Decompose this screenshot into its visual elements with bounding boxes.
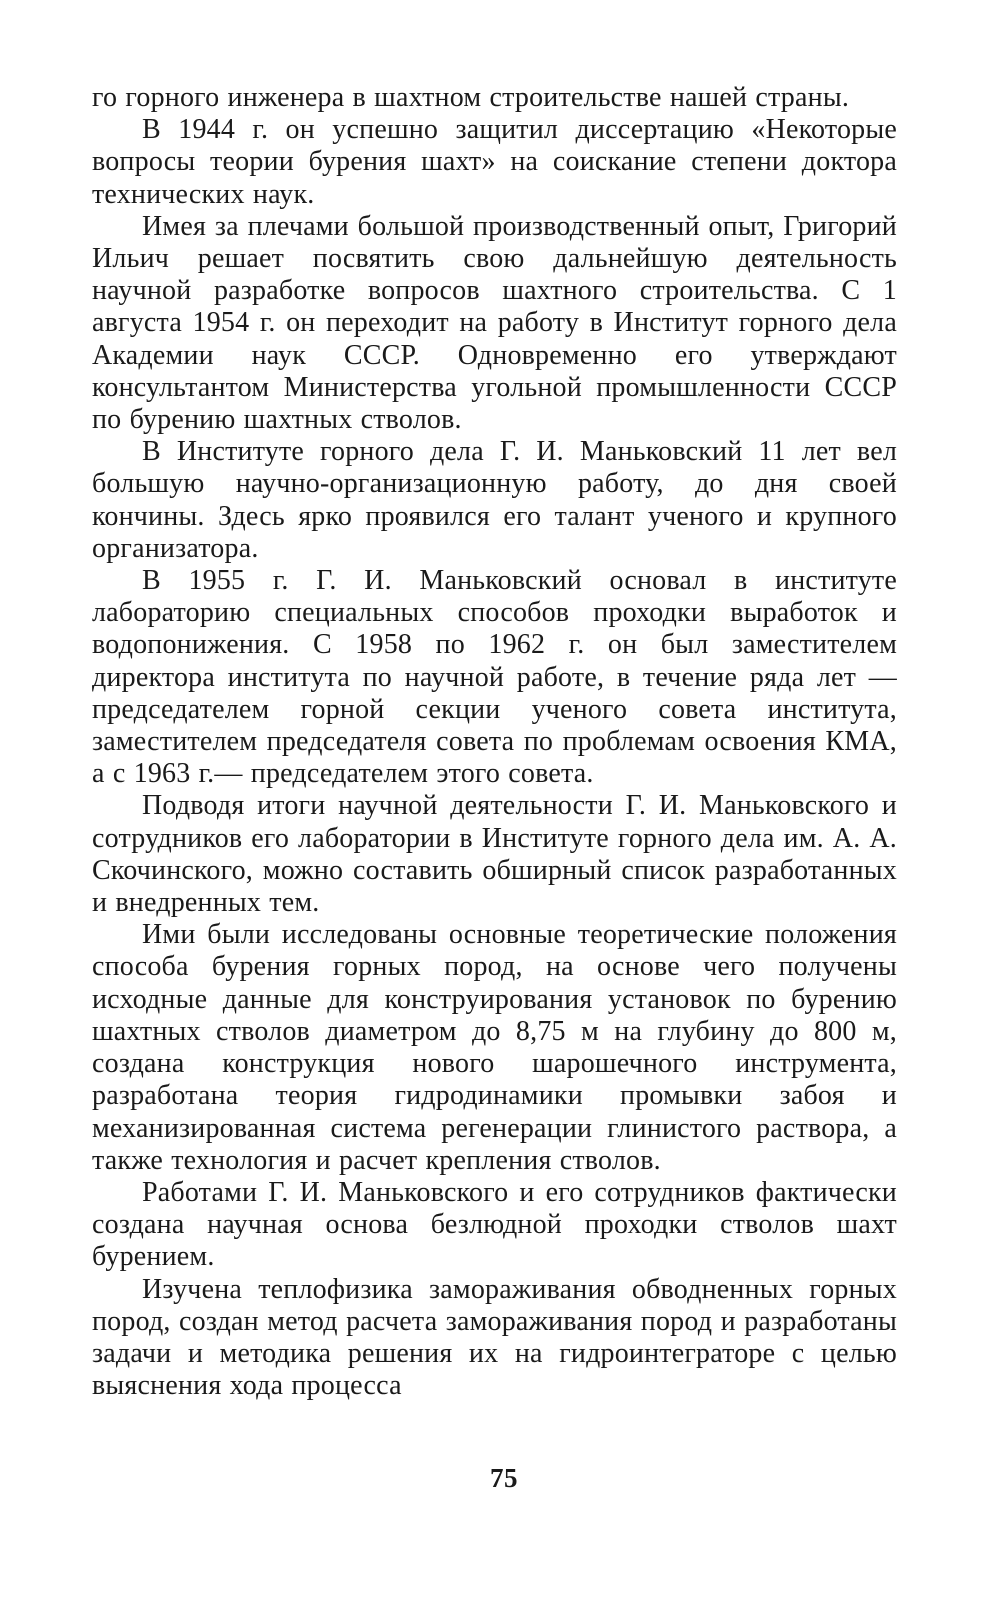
paragraph-freezing: Изучена теплофизика замораживания обводненных горных пород, создан метод расчета замораживания пород и разработаны задачи и методика решения их на гидроинтеграторе с целью выяснения хода процесса (92, 1273, 897, 1402)
paragraph-research: Ими были исследованы основные теоретические положения способа бурения горных пород, на основе чего получены исходные данные для конструирования установок по бурению шахтных стволов диаметром до 8,75 м на глубину до 800 м, создана конструкция нового шарошечного инструмента, разработана теория гидродинамики промывки забоя и механизированная система регенерации глинистого раствора, а также технология и расчет крепления стволов. (92, 919, 897, 1176)
paragraph-institute-transfer: Имея за плечами большой производственный опыт, Григорий Ильич решает посвятить свою дальнейшую деятельность научной разработке вопросов шахтного строительства. С 1 августа 1954 г. он переходит на работу в Институт горного дела Академии наук СССР. Одновременно его утверждают консультантом Министерства угольной промышленности СССР по бурению шахтных стволов. (92, 210, 897, 436)
paragraph-continuation: го горного инженера в шахтном строительстве нашей страны. (92, 82, 850, 113)
page-number: 75 (490, 1463, 518, 1493)
body-text (92, 82, 897, 1402)
paragraph-eleven-years: В Институте горного дела Г. И. Маньковский 11 лет вел большую научно-организационную работу, до дня своей кончины. Здесь ярко проявился его талант ученого и крупного организатора. (92, 436, 897, 564)
paragraph-scientific-basis: Работами Г. И. Маньковского и его сотрудников фактически создана научная основа безлюдной проходки стволов шахт бурением. (92, 1176, 897, 1273)
paragraph-dissertation: В 1944 г. он успешно защитил диссертацию «Некоторые вопросы теории бурения шахт» на соискание степени доктора технических наук. (92, 114, 897, 210)
document-page (92, 82, 897, 1522)
paragraph-laboratory: В 1955 г. Г. И. Маньковский основал в институте лабораторию специальных способов проходки выработок и водопонижения. С 1958 по 1962 г. он был заместителем директора института по научной работе, в течение ряда лет — председателем горной секции ученого совета института, заместителем председателя совета по проблемам освоения КМА, а с 1963 г.— председателем этого совета. (92, 565, 897, 790)
paragraph-summary: Подводя итоги научной деятельности Г. И. Маньковского и сотрудников его лаборатории в Институте горного дела им. А. А. Скочинского, можно составить обширный список разработанных и внедренных тем. (92, 790, 897, 919)
